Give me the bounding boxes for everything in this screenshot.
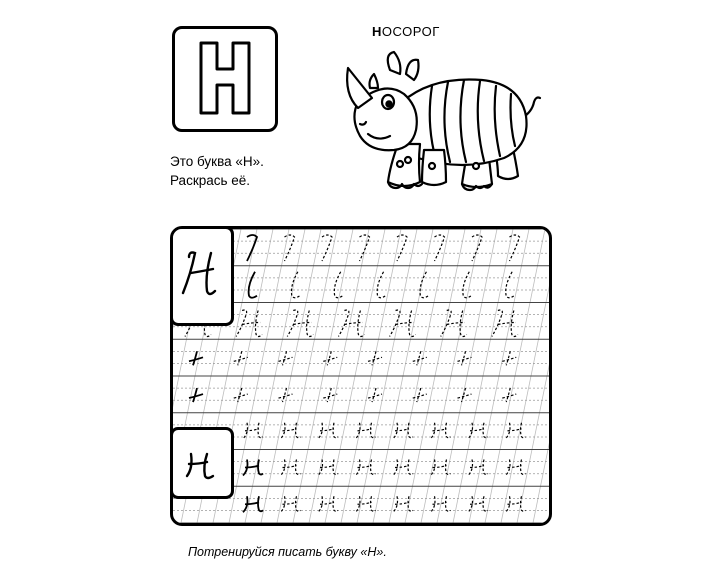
cursive-uppercase-n-sample [173, 229, 231, 323]
lowercase-sample-box [170, 427, 234, 499]
cursive-lowercase-n-sample [173, 430, 231, 496]
caption-line-1: Это буква «Н». [170, 154, 264, 169]
trace-glyph [287, 310, 313, 337]
trace-glyph [377, 272, 385, 298]
trace-glyph [506, 272, 514, 298]
trace-glyph [249, 272, 257, 298]
letter-caption [170, 152, 264, 190]
trace-glyph [397, 235, 407, 261]
caption-line-2: Раскрась её. [170, 173, 251, 188]
letter-card [172, 26, 278, 132]
instruction-footer: Потренируйся писать букву «Н». [188, 545, 387, 559]
picture-word [372, 24, 440, 39]
trace-glyph [441, 310, 467, 337]
trace-glyph [189, 351, 203, 365]
rhino-illustration [336, 48, 548, 208]
picture-word-first-letter: Н [372, 24, 382, 39]
trace-glyph [285, 235, 295, 261]
trace-glyph [322, 235, 332, 261]
trace-glyph [247, 235, 257, 261]
picture-word-rest: ОСОРОГ [381, 24, 440, 39]
trace-glyph [360, 235, 370, 261]
uppercase-sample-box [170, 226, 234, 326]
handwriting-practice-grid [170, 226, 552, 526]
trace-glyph [420, 272, 428, 298]
outlined-letter-n [175, 29, 275, 129]
